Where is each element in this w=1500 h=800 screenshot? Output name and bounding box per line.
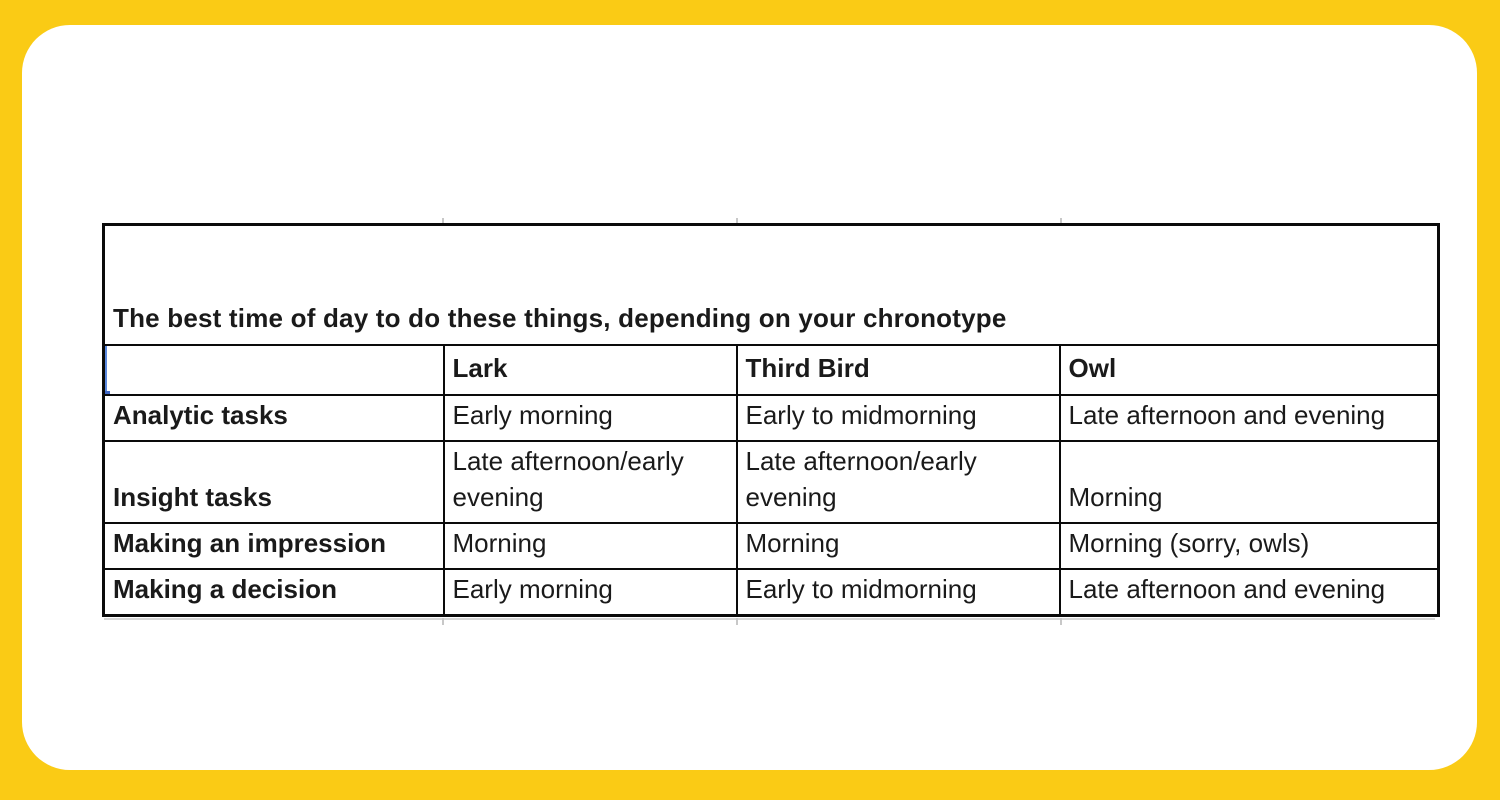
data-cell[interactable]: Early to midmorning	[737, 395, 1060, 441]
chronotype-table	[102, 223, 1437, 617]
table-row	[104, 523, 1439, 569]
data-cell[interactable]: Morning	[444, 523, 737, 569]
gridline-tick	[442, 218, 444, 223]
data-cell[interactable]: Late afternoon/early evening	[444, 441, 737, 523]
data-cell[interactable]: Early morning	[444, 569, 737, 616]
gridline-tick	[1060, 218, 1062, 223]
data-cell[interactable]: Late afternoon and evening	[1060, 569, 1439, 616]
row-header-cell[interactable]: Making an impression	[104, 523, 444, 569]
data-cell[interactable]: Morning (sorry, owls)	[1060, 523, 1439, 569]
gridline-tick	[736, 618, 738, 625]
data-cell[interactable]: Late afternoon and evening	[1060, 395, 1439, 441]
column-header-owl[interactable]: Owl	[1060, 345, 1439, 395]
data-cell[interactable]: Morning	[737, 523, 1060, 569]
table-row	[104, 395, 1439, 441]
gridline-tick	[442, 618, 444, 625]
gridline-tick	[1060, 618, 1062, 625]
cell-selection-border	[104, 345, 108, 395]
gridline-tick	[736, 218, 738, 223]
data-cell[interactable]: Morning	[1060, 441, 1439, 523]
column-header-lark[interactable]: Lark	[444, 345, 737, 395]
row-header-cell[interactable]: Analytic tasks	[104, 395, 444, 441]
table-row	[104, 441, 1439, 523]
data-cell[interactable]: Late afternoon/early evening	[737, 441, 1060, 523]
table-title-cell[interactable]: The best time of day to do these things, depending on your chronotype	[104, 225, 1439, 345]
table-row	[104, 569, 1439, 616]
data-cell[interactable]: Early morning	[444, 395, 737, 441]
row-header-cell[interactable]: Making a decision	[104, 569, 444, 616]
column-header-third-bird[interactable]: Third Bird	[737, 345, 1060, 395]
row-header-cell[interactable]: Insight tasks	[104, 441, 444, 523]
cell-selection-handle[interactable]	[104, 391, 111, 395]
white-card	[22, 25, 1477, 770]
data-cell[interactable]: Early to midmorning	[737, 569, 1060, 616]
blank-corner-cell[interactable]	[104, 345, 444, 395]
gridline-shadow	[104, 618, 1435, 620]
